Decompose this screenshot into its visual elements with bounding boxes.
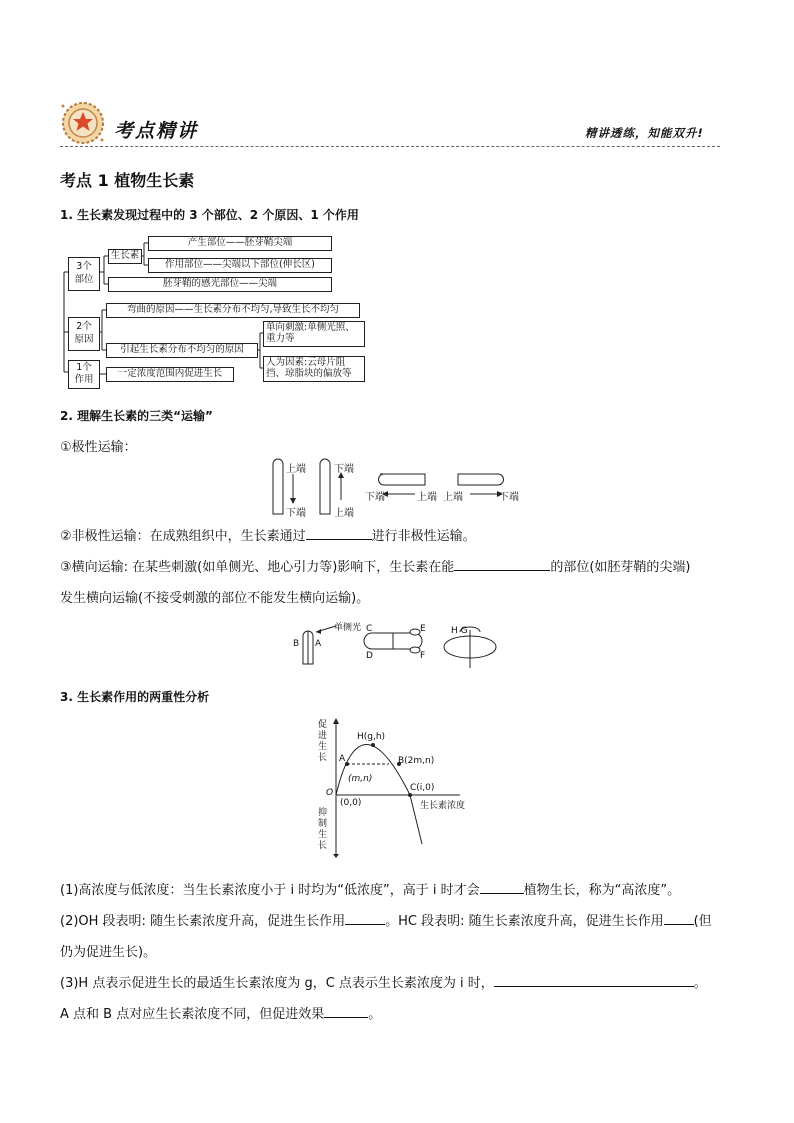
lateral-text-b: 的部位(如胚芽鞘的尖端): [550, 560, 691, 575]
lateral-blank: [454, 558, 550, 571]
q3-text-b: 。: [693, 976, 707, 991]
lateral-F: F: [420, 651, 426, 661]
polar-transport-figure: [265, 458, 525, 518]
q2-text-b: 。HC 段表明: 随生长素浓度升高，促进生长作用: [385, 914, 664, 929]
section-heading: 考点 1 植物生长素: [60, 171, 195, 190]
graph-C: C(i,0): [410, 783, 435, 793]
graph-y-top: 促 进 生 长: [318, 720, 328, 763]
nonpolar-blank: [306, 527, 372, 540]
node-promote-growth: 一定浓度范围内促进生长: [106, 367, 234, 382]
node-production-site: 产生部位——胚芽鞘尖端: [148, 236, 332, 251]
graph-x-label: 生长素浓度: [420, 801, 466, 811]
polar-h2-left: 上端: [443, 492, 463, 503]
header-slogan: 精讲透练，知能双升!: [585, 126, 704, 140]
q3-blank-1: [494, 974, 694, 987]
q2-blank-2: [664, 912, 694, 925]
lateral-text-a: ③横向运输: 在某些刺激(如单侧光、地心引力等)影响下，生长素在能: [60, 560, 455, 575]
header-title: 考点精讲: [114, 120, 199, 142]
node-bending-reason: 弯曲的原因——生长素分布不均匀,导致生长不均匀: [106, 303, 360, 318]
question-2-line-2: 仍为促进生长)。: [60, 945, 157, 960]
q1-blank: [480, 881, 524, 894]
lateral-D: D: [366, 651, 373, 661]
q3-text-c: A 点和 B 点对应生长素浓度不同，但促进效果: [60, 1007, 325, 1022]
polar-label: ①极性运输：: [60, 440, 137, 455]
badge-icon: [60, 100, 106, 146]
lateral-transport-figure: [288, 620, 500, 668]
polar-down1: 下端: [286, 508, 306, 519]
header-badge: [60, 100, 106, 146]
q3-blank-2: [324, 1005, 368, 1018]
question-3-line-1: [60, 974, 707, 994]
lateral-line-2: 发生横向运输(不接受刺激的部位不能发生横向运输)。: [60, 591, 370, 606]
graph-origin-label: (0,0): [340, 798, 362, 808]
q1-text-a: (1)高浓度与低浓度：当生长素浓度小于 i 时均为“低浓度”，高于 i 时才会: [60, 883, 480, 898]
q3-text-a: (3)H 点表示促进生长的最适生长素浓度为 g，C 点表示生长素浓度为 i 时，: [60, 976, 494, 991]
node-light-site: 胚芽鞘的感光部位——尖端: [108, 277, 332, 292]
graph-mn: (m,n): [348, 774, 373, 784]
graph-B: B(2m,n): [398, 756, 435, 766]
q1-text-b: 植物生长，称为“高浓度”。: [523, 883, 681, 898]
lateral-light: 单侧光: [334, 623, 362, 633]
header-divider: [60, 146, 720, 147]
node-auxin: 生长素: [108, 249, 142, 264]
graph-H: H(g,h): [357, 732, 386, 742]
polar-h2-right: 下端: [499, 492, 519, 503]
lateral-B: B: [293, 639, 300, 649]
q2-text-c: (但: [693, 914, 712, 929]
subheading-3: 3. 生长素作用的两重性分析: [60, 690, 210, 704]
nonpolar-text-a: ②非极性运输：在成熟组织中，生长素通过: [60, 529, 306, 544]
node-uneven-reason: 引起生长素分布不均匀的原因: [106, 343, 258, 358]
lateral-C: C: [366, 624, 373, 634]
polar-down2: 下端: [334, 464, 354, 475]
lateral-E: E: [420, 624, 426, 634]
question-3-line-2: [60, 1005, 381, 1025]
node-action-site: 作用部位——尖端以下部位(伸长区): [148, 258, 332, 273]
polar-h1-left: 下端: [365, 492, 385, 503]
lateral-A: A: [315, 639, 322, 649]
graph-origin-O: O: [326, 788, 334, 798]
graph-A: A: [339, 754, 346, 764]
question-1: [60, 881, 680, 901]
polar-up1: 上端: [286, 464, 306, 475]
dual-effect-graph: [310, 716, 490, 858]
nonpolar-line: [60, 527, 476, 547]
q3-text-d: 。: [368, 1007, 382, 1022]
nonpolar-text-b: 进行非极性运输。: [371, 529, 476, 544]
subheading-1: 1. 生长素发现过程中的 3 个部位、2 个原因、1 个作用: [60, 208, 359, 222]
node-unilateral-stimulus: 单向刺激:单侧光照、 重力等: [263, 321, 365, 347]
node-human-factor: 人为因素:云母片阻 挡、琼脂块的偏放等: [263, 356, 365, 382]
root-parts: 3个 部位: [68, 257, 100, 291]
polar-h1-right: 上端: [417, 492, 437, 503]
question-2-line-1: [60, 912, 712, 932]
subheading-2: 2. 理解生长素的三类“运输”: [60, 409, 213, 423]
lateral-line-1: [60, 558, 690, 578]
polar-up2: 上端: [334, 508, 354, 519]
root-function: 1个 作用: [68, 360, 100, 389]
graph-canvas: [310, 716, 490, 858]
root-reasons: 2个 原因: [68, 317, 100, 351]
concept-diagram: [60, 232, 380, 392]
q2-blank-1: [345, 912, 385, 925]
graph-y-bottom: 抑 制 生 长: [318, 808, 328, 851]
lateral-HG: H G: [451, 626, 468, 636]
q2-text-a: (2)OH 段表明: 随生长素浓度升高，促进生长作用: [60, 914, 346, 929]
